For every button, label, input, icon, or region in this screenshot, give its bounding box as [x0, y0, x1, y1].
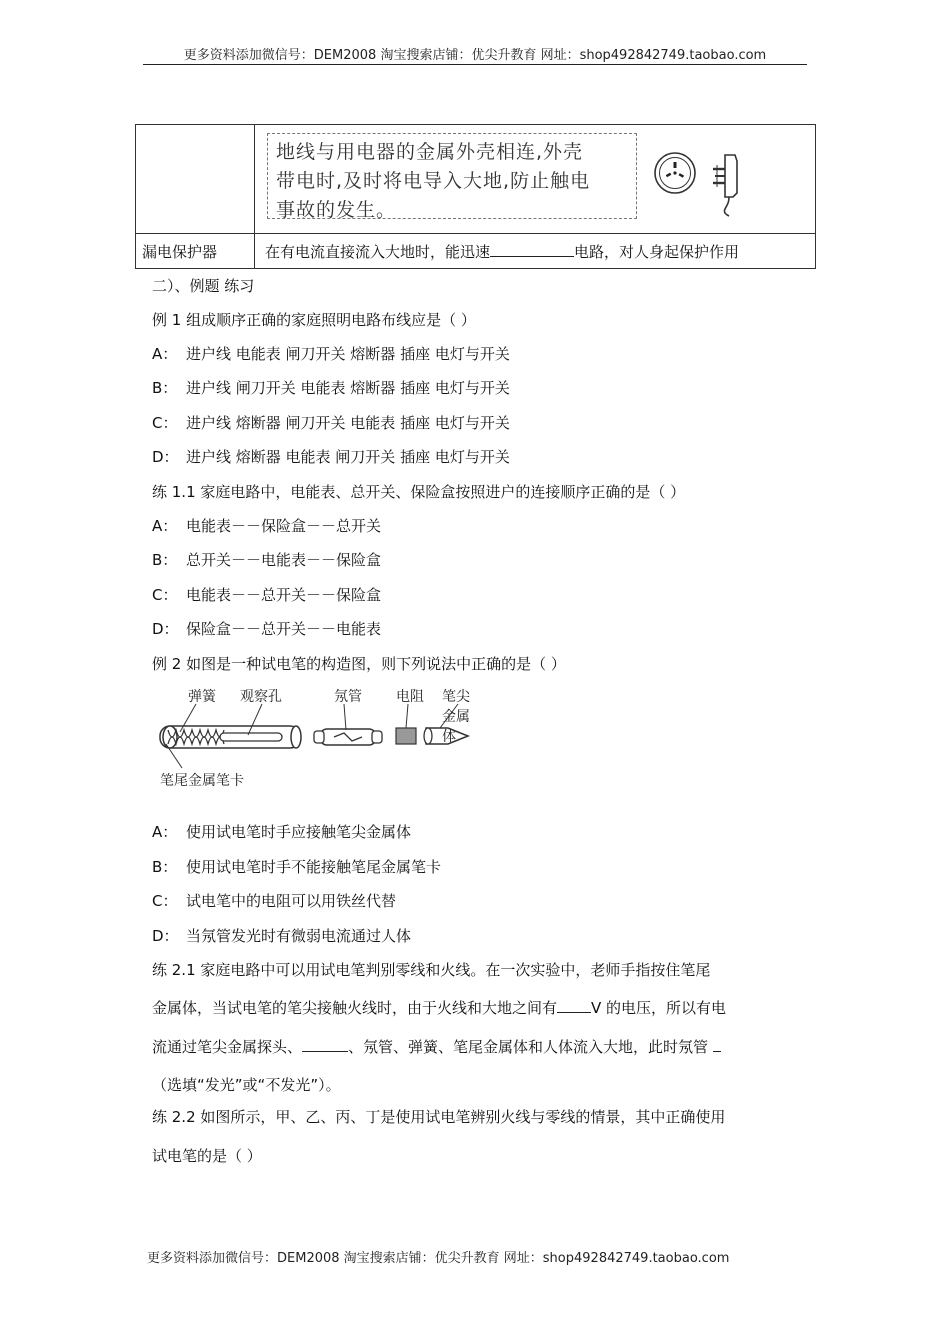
option-label: A： — [152, 345, 178, 363]
answer-blank — [557, 998, 591, 1013]
option-line — [152, 412, 510, 433]
option-text: 进户线 电能表 闸刀开关 熔断器 插座 电灯与开关 — [186, 345, 510, 363]
option-line — [152, 618, 381, 639]
option-label: A： — [152, 517, 178, 535]
label-neon: 氖管 — [334, 689, 362, 705]
option-line — [152, 446, 510, 467]
option-text: 当氖管发光时有微弱电流通过人体 — [186, 927, 412, 945]
option-line — [152, 890, 396, 911]
example-1-question: 例 1 组成顺序正确的家庭照明电路布线应是（ ） — [152, 311, 476, 329]
option-line — [152, 584, 381, 605]
option-line — [152, 821, 411, 842]
answer-blank — [302, 1037, 348, 1052]
practice-2-1-line: （选填“发光”或“不发光”）。 — [152, 1076, 341, 1094]
option-line — [152, 377, 510, 398]
answer-blank — [490, 242, 574, 257]
option-line — [152, 343, 510, 364]
option-text: 保险盒－－总开关－－电能表 — [186, 620, 382, 638]
option-text: 进户线 熔断器 电能表 闸刀开关 插座 电灯与开关 — [186, 448, 510, 466]
desc-text: 在有电流直接流入大地时，能迅速 — [265, 242, 491, 261]
label-window: 观察孔 — [240, 689, 282, 705]
leakage-protector-desc — [255, 234, 816, 269]
practice-2-1-line — [152, 997, 726, 1018]
practice-2-1-line: 练 2.1 家庭电路中可以用试电笔判别零线和火线。在一次实验中，老师手指按住笔尾 — [152, 961, 711, 979]
page-header: 更多资料添加微信号：DEM2008 淘宝搜索店铺：优尖升教育 网址：shop492842749.taobao.com — [183, 48, 767, 63]
practice-1-1-question: 练 1.1 家庭电路中，电能表、总开关、保险盒按照进户的连接顺序正确的是（ ） — [152, 483, 686, 501]
desc-text: 电路，对人身起保护作用 — [574, 242, 740, 261]
option-line — [152, 549, 381, 570]
ground-wire-note — [267, 133, 637, 219]
option-label: D： — [152, 448, 179, 466]
example-2-question: 例 2 如图是一种试电笔的构造图，则下列说法中正确的是（ ） — [152, 655, 566, 673]
table-row-image — [136, 125, 816, 234]
p21-text: 、氖管、弹簧、笔尾金属体和人体流入大地，此时氖管 — [348, 1038, 713, 1056]
option-label: D： — [152, 620, 179, 638]
option-text: 使用试电笔时手不能接触笔尾金属笔卡 — [186, 858, 442, 876]
label-clip: 笔尾金属笔卡 — [160, 773, 244, 789]
label-tip: 笔尖金属体 — [442, 689, 470, 745]
table-row-leakage — [136, 234, 816, 269]
info-table — [135, 124, 816, 269]
option-text: 进户线 闸刀开关 电能表 熔断器 插座 电灯与开关 — [186, 379, 510, 397]
ground-wire-note-line: 事故的发生。 — [276, 199, 397, 221]
leakage-protector-label: 漏电保护器 — [136, 234, 255, 269]
option-label: B： — [152, 551, 178, 569]
practice-2-2-line: 试电笔的是（ ） — [152, 1147, 262, 1165]
option-line — [152, 925, 411, 946]
practice-2-2-line: 练 2.2 如图所示，甲、乙、丙、丁是使用试电笔辨别火线与零线的情景，其中正确使用 — [152, 1108, 726, 1126]
option-label: C： — [152, 586, 178, 604]
option-label: B： — [152, 858, 178, 876]
option-text: 使用试电笔时手应接触笔尖金属体 — [186, 823, 412, 841]
test-pen-figure — [158, 686, 478, 800]
option-label: D： — [152, 927, 179, 945]
practice-2-1-line — [152, 1036, 721, 1057]
ground-wire-note-line: 带电时,及时将电导入大地,防止触电 — [276, 170, 591, 192]
option-line — [152, 515, 381, 536]
ground-wire-note-line: 地线与用电器的金属外壳相连,外壳 — [276, 141, 584, 163]
option-text: 电能表－－总开关－－保险盒 — [186, 586, 382, 604]
table-cell-image — [255, 125, 816, 234]
option-label: C： — [152, 892, 178, 910]
label-resistor: 电阻 — [396, 689, 424, 705]
option-text: 试电笔中的电阻可以用铁丝代替 — [186, 892, 397, 910]
p21-text: V 的电压，所以有电 — [591, 999, 727, 1017]
three-pin-plug-icon — [653, 139, 753, 217]
section-title: 二）、例题 练习 — [152, 277, 255, 295]
p21-text: 流通过笔尖金属探头、 — [152, 1038, 303, 1056]
p21-text: 金属体，当试电笔的笔尖接触火线时，由于火线和大地之间有 — [152, 999, 558, 1017]
option-line — [152, 856, 441, 877]
page-footer: 更多资料添加微信号：DEM2008 淘宝搜索店铺：优尖升教育 网址：shop492842749.taobao.com — [147, 1251, 730, 1266]
option-label: A： — [152, 823, 178, 841]
option-text: 电能表－－保险盒－－总开关 — [186, 517, 382, 535]
answer-blank — [713, 1037, 721, 1052]
label-spring: 弹簧 — [188, 689, 216, 705]
option-text: 总开关－－电能表－－保险盒 — [186, 551, 382, 569]
header-rule — [143, 64, 807, 65]
option-text: 进户线 熔断器 闸刀开关 电能表 插座 电灯与开关 — [186, 414, 510, 432]
option-label: C： — [152, 414, 178, 432]
option-label: B： — [152, 379, 178, 397]
table-cell-empty — [136, 125, 255, 234]
